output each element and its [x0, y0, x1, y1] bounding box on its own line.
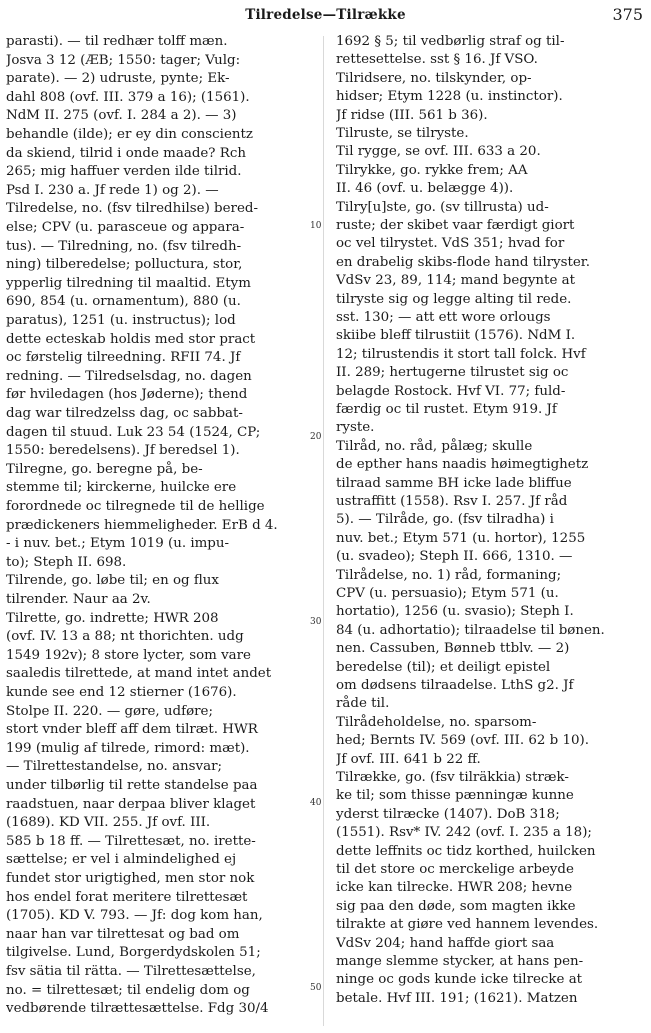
- text-line: Tilredelse, no. (fsv tilredhilse) bered-: [6, 201, 258, 217]
- text-line: redning. — Tilredselsdag, no. dagen: [6, 368, 252, 384]
- text-line: Tilrådeholdelse, no. sparsom-: [336, 714, 537, 730]
- text-line: tilgivelse. Lund, Borgerdydskolen 51;: [6, 945, 261, 961]
- text-line: parate). — 2) udruste, pynte; Ek-: [6, 71, 230, 87]
- text-line: dette leffnits oc tidz korthed, huilcken: [336, 843, 596, 859]
- text-line: - i nuv. bet.; Etym 1019 (u. impu-: [6, 536, 230, 552]
- text-line: — Tilrettestandelse, no. ansvar;: [6, 759, 223, 775]
- text-line: beredelse (til); et deiligt epistel: [336, 659, 551, 675]
- text-line: naar han var tilrettesat og bad om: [6, 926, 240, 942]
- column-divider: [323, 36, 324, 1026]
- text-line: to); Steph II. 698.: [6, 554, 127, 570]
- text-line: under tilbørlig til rette standelse paa: [6, 778, 258, 793]
- text-line: belagde Rostock. Hvf VI. 77; fuld-: [336, 383, 566, 399]
- text-line: (ovf. IV. 13 a 88; nt thorichten. udg: [6, 629, 244, 645]
- text-line: betale. Hvf III. 191; (1621). Matzen: [336, 990, 578, 1006]
- text-line: 690, 854 (u. ornamentum), 880 (u.: [6, 294, 241, 310]
- text-line: ning) tilberedelse; polluctura, stor,: [6, 257, 243, 273]
- text-line: Tilrette, go. indrette; HWR 208: [6, 610, 219, 626]
- text-line: vedbørende tilrættesættelse. Fdg 30/4: [6, 1001, 269, 1017]
- margin-line-number: 40: [310, 798, 322, 808]
- text-line: nuv. bet.; Etym 571 (u. hortor), 1255: [336, 530, 586, 546]
- text-line: de epther hans naadis høimegtighetz: [336, 457, 589, 473]
- text-line: råde til.: [336, 696, 390, 712]
- margin-line-number: 50: [310, 983, 322, 993]
- text-line: stort vnder bleff aff dem tilræt. HWR: [6, 722, 258, 738]
- text-line: NdM II. 275 (ovf. I. 284 a 2). — 3): [6, 108, 237, 124]
- text-line: (u. svadeo); Steph II. 666, 1310. —: [336, 549, 573, 565]
- text-line: 585 b 18 ff. — Tilrettesæt, no. irette-: [6, 833, 256, 849]
- text-line: Jf ovf. III. 641 b 22 ff.: [336, 751, 481, 767]
- text-line: oc vel tilrystet. VdS 351; hvad for: [336, 236, 565, 252]
- text-line: tilrender. Naur aa 2v.: [6, 592, 151, 607]
- text-line: Tilregne, go. beregne på, be-: [6, 461, 203, 477]
- text-line: ruste; der skibet vaar færdigt giort: [336, 218, 575, 233]
- margin-line-number: 30: [310, 617, 322, 627]
- text-line: 1549 192v); 8 store lycter, som vare: [6, 647, 251, 663]
- text-line: om dødsens tilraadelse. LthS g2. Jf: [336, 678, 574, 693]
- text-line: II. 46 (ovf. u. belægge 4)).: [336, 181, 514, 197]
- text-line: hos endel forat meritere tilrettesæt: [6, 889, 248, 905]
- text-line: Tilridsere, no. tilskynder, op-: [336, 70, 532, 86]
- text-line: Josva 3 12 (ÆB; 1550: tager; Vulg:: [6, 52, 241, 68]
- text-line: Jf ridse (III. 561 b 36).: [336, 107, 488, 123]
- text-line: dag war tilredzelss dag, oc sabbat-: [6, 406, 243, 421]
- text-line: II. 289; hertugerne tilrustet sig oc: [336, 365, 569, 381]
- text-line: no. = tilrettesæt; til endelig dom og: [6, 982, 250, 998]
- text-line: en drabelig skibs-flode hand tilryster.: [336, 254, 590, 270]
- text-line: 12; tilrustendis it stort tall folck. Hvf: [336, 346, 586, 362]
- running-head: Tilredelse—Tilrække: [245, 7, 406, 23]
- text-line: Tilruste, se tilryste.: [336, 126, 469, 141]
- text-line: Tilrende, go. løbe til; en og flux: [6, 573, 219, 589]
- text-line: fsv sätia til rätta. — Tilrettesættelse,: [6, 964, 256, 979]
- text-line: else; CPV (u. parasceue og appara-: [6, 220, 245, 235]
- text-line: sig paa den døde, som magten ikke: [336, 898, 576, 914]
- text-line: sst. 130; — att ett wore orlougs: [336, 310, 551, 325]
- text-line: tus). — Tilredning, no. (fsv tilredh-: [6, 238, 242, 254]
- text-line: Tilrykke, go. rykke frem; AA: [336, 162, 528, 178]
- text-line: Psd I. 230 a. Jf rede 1) og 2). —: [6, 182, 219, 198]
- text-line: til det store oc merckelige arbeyde: [336, 862, 574, 877]
- text-line: ninge oc gods kunde icke tilrecke at: [336, 972, 583, 988]
- text-line: (1689). KD VII. 255. Jf ovf. III.: [6, 815, 211, 831]
- text-line: 1550: beredelsens). Jf beredsel 1).: [6, 443, 240, 459]
- text-line: før hviledagen (hos Jøderne); thend: [6, 387, 248, 403]
- text-line: skiibe bleff tilrustiit (1576). NdM I.: [336, 328, 576, 344]
- text-line: (1705). KD V. 793. — Jf: dog kom han,: [6, 908, 263, 924]
- text-line: Tilrådelse, no. 1) råd, formaning;: [336, 567, 562, 583]
- text-line: ypperlig tilredning til maaltid. Etym: [6, 275, 251, 291]
- text-line: parasti). — til redhær tolff mæn.: [6, 34, 228, 49]
- text-line: icke kan tilrecke. HWR 208; hevne: [336, 880, 573, 896]
- text-line: Tilry[u]ste, go. (sv tillrusta) ud-: [336, 199, 549, 215]
- text-line: tilryste sig og legge alting til rede.: [336, 291, 572, 307]
- text-line: raadstuen, naar derpaa bliver klaget: [6, 796, 256, 812]
- text-line: rettesettelse. sst § 16. Jf VSO.: [336, 52, 538, 68]
- text-line: færdig oc til rustet. Etym 919. Jf: [336, 402, 557, 417]
- text-line: CPV (u. persuasio); Etym 571 (u.: [336, 586, 559, 601]
- page-header: [0, 4, 651, 28]
- text-line: 199 (mulig af tilrede, rimord: mæt).: [6, 740, 250, 756]
- text-line: behandle (ilde); er ey din conscientz: [6, 127, 253, 142]
- text-line: hidser; Etym 1228 (u. instinctor).: [336, 89, 563, 105]
- text-line: kunde see end 12 stierner (1676).: [6, 685, 237, 700]
- page-number: 375: [612, 5, 643, 24]
- text-line: 84 (u. adhortatio); tilraadelse til bønen.: [336, 622, 605, 638]
- text-line: paratus), 1251 (u. instructus); lod: [6, 313, 236, 328]
- text-line: dette ecteskab holdis med stor pract: [6, 331, 256, 347]
- text-line: VdSv 204; hand haffde giort saa: [336, 935, 555, 951]
- text-line: 5). — Tilråde, go. (fsv tilradha) i: [336, 512, 554, 528]
- text-line: oc førstelig tilreedning. RFII 74. Jf: [6, 350, 241, 366]
- text-line: Tilråd, no. råd, pålæg; skulle: [336, 438, 533, 454]
- text-line: dagen til stuud. Luk 23 54 (1524, CP;: [6, 424, 261, 440]
- text-line: VdSv 23, 89, 114; mand begynte at: [336, 273, 575, 289]
- text-line: sættelse; er vel i almindelighed ej: [6, 852, 237, 868]
- margin-line-number: 10: [310, 221, 322, 231]
- text-line: saaledis tilrettede, at mand intet andet: [6, 666, 272, 682]
- text-line: forordnede oc tilregnede til de hellige: [6, 499, 265, 514]
- text-line: ke til; som thisse pænningæ kunne: [336, 788, 574, 804]
- text-line: hortatio), 1256 (u. svasio); Steph I.: [336, 604, 574, 620]
- text-line: Stolpe II. 220. — gøre, udføre;: [6, 703, 213, 719]
- text-line: prædickeners hiemmeligheder. ErB d 4.: [6, 517, 278, 533]
- text-line: hed; Bernts IV. 569 (ovf. III. 62 b 10).: [336, 733, 590, 749]
- text-line: Til rygge, se ovf. III. 633 a 20.: [336, 144, 541, 160]
- text-line: ustraffitt (1558). Rsv I. 257. Jf råd: [336, 494, 568, 509]
- text-line: ryste.: [336, 420, 375, 436]
- text-line: dahl 808 (ovf. III. 379 a 16); (1561).: [6, 89, 250, 105]
- text-line: tilraad samme BH icke lade bliffue: [336, 475, 572, 491]
- text-line: Tilrække, go. (fsv tilräkkia) stræk-: [336, 770, 569, 785]
- text-line: yderst tilræcke (1407). DoB 318;: [336, 806, 560, 822]
- text-line: 265; mig haffuer verden ilde tilrid.: [6, 164, 242, 180]
- text-line: nen. Cassuben, Bønneb ttblv. — 2): [336, 641, 570, 657]
- text-line: da skiend, tilrid i onde maade? Rch: [6, 145, 246, 161]
- text-line: tilrakte at giøre ved hannem levendes.: [336, 917, 599, 933]
- text-line: fundet stor urigtighed, men stor nok: [6, 871, 255, 886]
- text-line: 1692 § 5; til vedbørlig straf og til-: [336, 34, 565, 49]
- margin-line-number: 20: [310, 432, 322, 442]
- text-line: stemme til; kirckerne, huilcke ere: [6, 480, 237, 496]
- text-line: (1551). Rsv* IV. 242 (ovf. I. 235 a 18);: [336, 825, 592, 841]
- text-line: mange slemme stycker, at hans pen-: [336, 954, 584, 969]
